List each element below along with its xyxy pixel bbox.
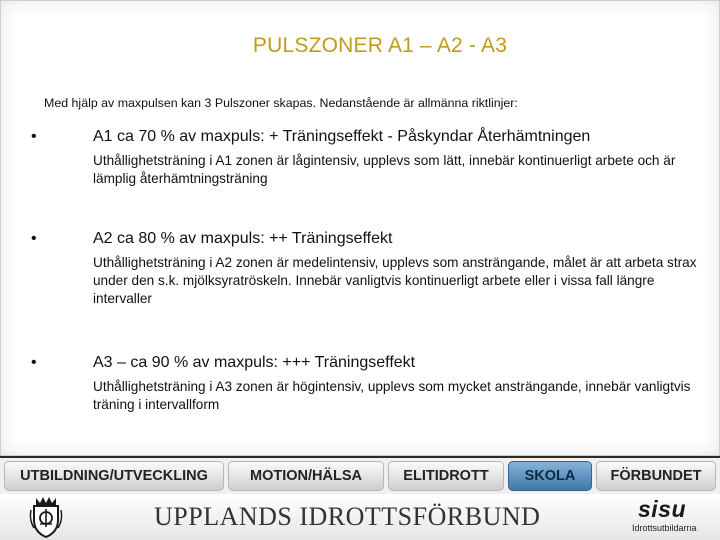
nav-bar — [0, 458, 720, 494]
bullet: • — [31, 230, 37, 247]
zone-description: Uthållighetsträning i A3 zonen är högintensiv, upplevs som mycket ansträngande, innebär vanligtvis träning i intervallform — [93, 379, 691, 412]
tab-motion-halsa[interactable]: MOTION/HÄLSA — [228, 461, 384, 491]
zone-heading: A3 – ca 90 % av maxpuls: +++ Träningseffekt — [93, 354, 416, 371]
tab-elitidrott[interactable]: ELITIDROTT — [388, 461, 504, 491]
footer — [0, 494, 720, 540]
bullet: • — [31, 128, 37, 145]
bullet: • — [31, 354, 37, 371]
tab-skola[interactable]: SKOLA — [508, 461, 592, 491]
zone-description: Uthållighetsträning i A2 zonen är medelintensiv, upplevs som ansträngande, målet är att arbeta strax under den s.k. mjölksyratröskeln. Innebär vanligtvis kontinuerligt arbete eller i vissa fall längre intervaller — [93, 255, 697, 306]
sisu-logo-word: sisu — [638, 496, 687, 522]
zone-description: Uthållighetsträning i A1 zonen är lågintensiv, upplevs som lätt, innebär kontinuerligt arbete och är lämplig återhämtningsträning — [93, 153, 676, 186]
crest-icon — [28, 494, 64, 538]
organization-name: UPPLANDS IDROTTSFÖRBUND — [154, 502, 541, 531]
slide-title: PULSZONER A1 – A2 - A3 — [252, 34, 508, 57]
tab-forbundet[interactable]: FÖRBUNDET — [596, 461, 716, 491]
zone-heading: A1 ca 70 % av maxpuls: + Träningseffekt - Påskyndar Återhämtningen — [93, 128, 591, 145]
zone-heading: A2 ca 80 % av maxpuls: ++ Träningseffekt — [93, 230, 393, 247]
sisu-logo — [628, 496, 720, 538]
tab-utbildning-utveckling[interactable]: UTBILDNING/UTVECKLING — [4, 461, 224, 491]
sisu-logo-subtitle: Idrottsutbildarna — [632, 523, 697, 533]
intro-text: Med hjälp av maxpulsen kan 3 Pulszoner skapas. Nedanstående är allmänna riktlinjer: — [44, 96, 518, 110]
